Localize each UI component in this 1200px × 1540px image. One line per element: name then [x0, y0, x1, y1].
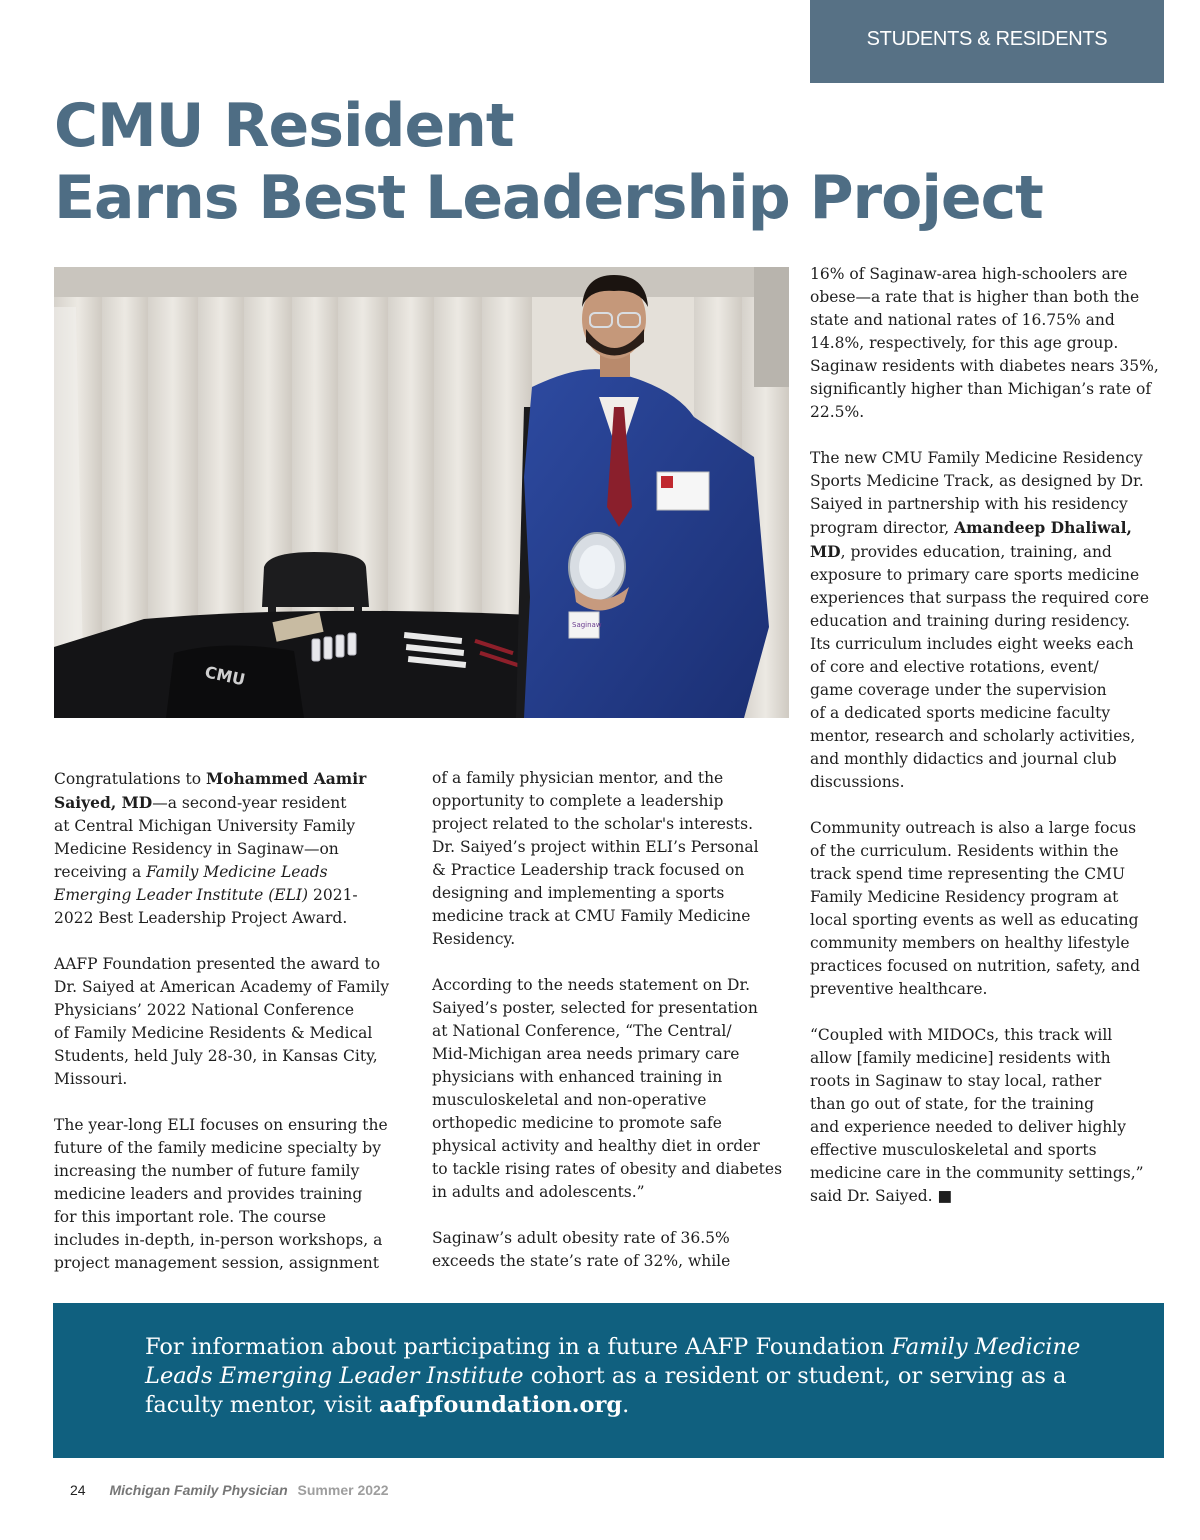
page-footer	[70, 1482, 389, 1498]
paragraph-obesity: Saginaw’s adult obesity rate of 36.5% exceeds the state’s rate of 32%, while	[432, 1229, 731, 1270]
publication-name: Michigan Family Physician	[109, 1482, 288, 1498]
paragraph-project: of a family physician mentor, and the opportunity to complete a leadership project related to the scholar's interests. Dr. Saiyed’s project within ELI’s Personal & Practice Leadership track focused on designing and implementing a sports medicine track at CMU Family Medicine Residency.	[432, 769, 759, 948]
end-mark-icon: ■	[937, 1187, 953, 1205]
paragraph-award: AAFP Foundation presented the award to Dr. Saiyed at American Academy of Family Physicians’ 2022 National Conference of Family Medicine Residents & Medical Students, held July 28-30, in Kansas City, Missouri.	[54, 955, 390, 1088]
bag-logo-text: CMU	[203, 662, 247, 690]
article-column-2	[432, 767, 782, 1296]
article-column-1	[54, 767, 389, 1298]
paragraph-intro: Congratulations to Mohammed Aamir Saiyed, MD—a second-year resident at Central Michigan University Family Medicine Residency in Saginaw—on receiving a Family Medicine Leads Emerging Leader Institute (ELI) 2021- 2022 Best Leadership Project Award.	[54, 769, 367, 927]
section-tag	[810, 0, 1164, 83]
section-tag-label: STUDENTS & RESIDENTS	[866, 28, 1108, 50]
article-column-3	[810, 263, 1159, 1231]
paragraph-eli: The year-long ELI focuses on ensuring the future of the family medicine specialty by increasing the number of future family medicine leaders and provides training for this important role. The course includes in-depth, in-person workshops, a project management session, assignment	[54, 1116, 388, 1272]
paragraph-needs: According to the needs statement on Dr. Saiyed’s poster, selected for presentation at National Conference, “The Central/ Mid-Michigan area needs primary care physicians with enhanced training in musculoskeletal and non-operative orthopedic medicine to promote safe physical activity and healthy diet in order to tackle rising rates of obesity and diabetes in adults and adolescents.”	[432, 976, 783, 1201]
headline-line-2: Earns Best Leadership Project	[54, 163, 1043, 233]
page-number: 24	[70, 1482, 86, 1498]
headline-line-1: CMU Resident	[54, 91, 514, 161]
paragraph-rates: 16% of Saginaw-area high-schoolers are obese—a rate that is higher than both the state and national rates of 16.75% and 14.8%, respectively, for this age group. Saginaw residents with diabetes nears 35%, significantly higher than Michigan’s rate of 22.5%.	[810, 265, 1159, 421]
paragraph-sports-track: The new CMU Family Medicine Residency Sports Medicine Track, as designed by Dr. Saiyed in partnership with his residency program director, Amandeep Dhaliwal, MD, provides education, training, and exposure to primary care sports medicine experiences that surpass the required core education and training during residency. Its curriculum includes eight weeks each of core and elective rotations, event/ game coverage under the supervision of a dedicated sports medicine faculty mentor, research and scholarly activities, and monthly didactics and journal club discussions.	[810, 449, 1150, 791]
article-headline	[54, 90, 1043, 234]
paragraph-outreach: Community outreach is also a large focus of the curriculum. Residents within the track spend time representing the CMU Family Medicine Residency program at local sporting events as well as educating community members on healthy lifestyle practices focused on nutrition, safety, and preventive healthcare.	[810, 819, 1141, 998]
badge-text: Saginaw	[572, 621, 602, 629]
issue-label: Summer 2022	[297, 1482, 389, 1498]
article-photo	[54, 267, 789, 718]
paragraph-quote: “Coupled with MIDOCs, this track will allow [family medicine] residents with roots in Saginaw to stay local, rather than go out of state, for the training and experience needed to deliver highly effective musculoskeletal and sports medicine care in the community settings,” said Dr. Saiyed. ■	[810, 1026, 1144, 1205]
foundation-link[interactable]: aafpfoundation.org	[379, 1392, 623, 1418]
info-callout: For information about participating in a future AAFP Foundation Family Medicine Leads Emerging Leader Institute cohort as a resident or student, or serving as a faculty mentor, visit aafpfoundation.org.	[53, 1303, 1164, 1458]
